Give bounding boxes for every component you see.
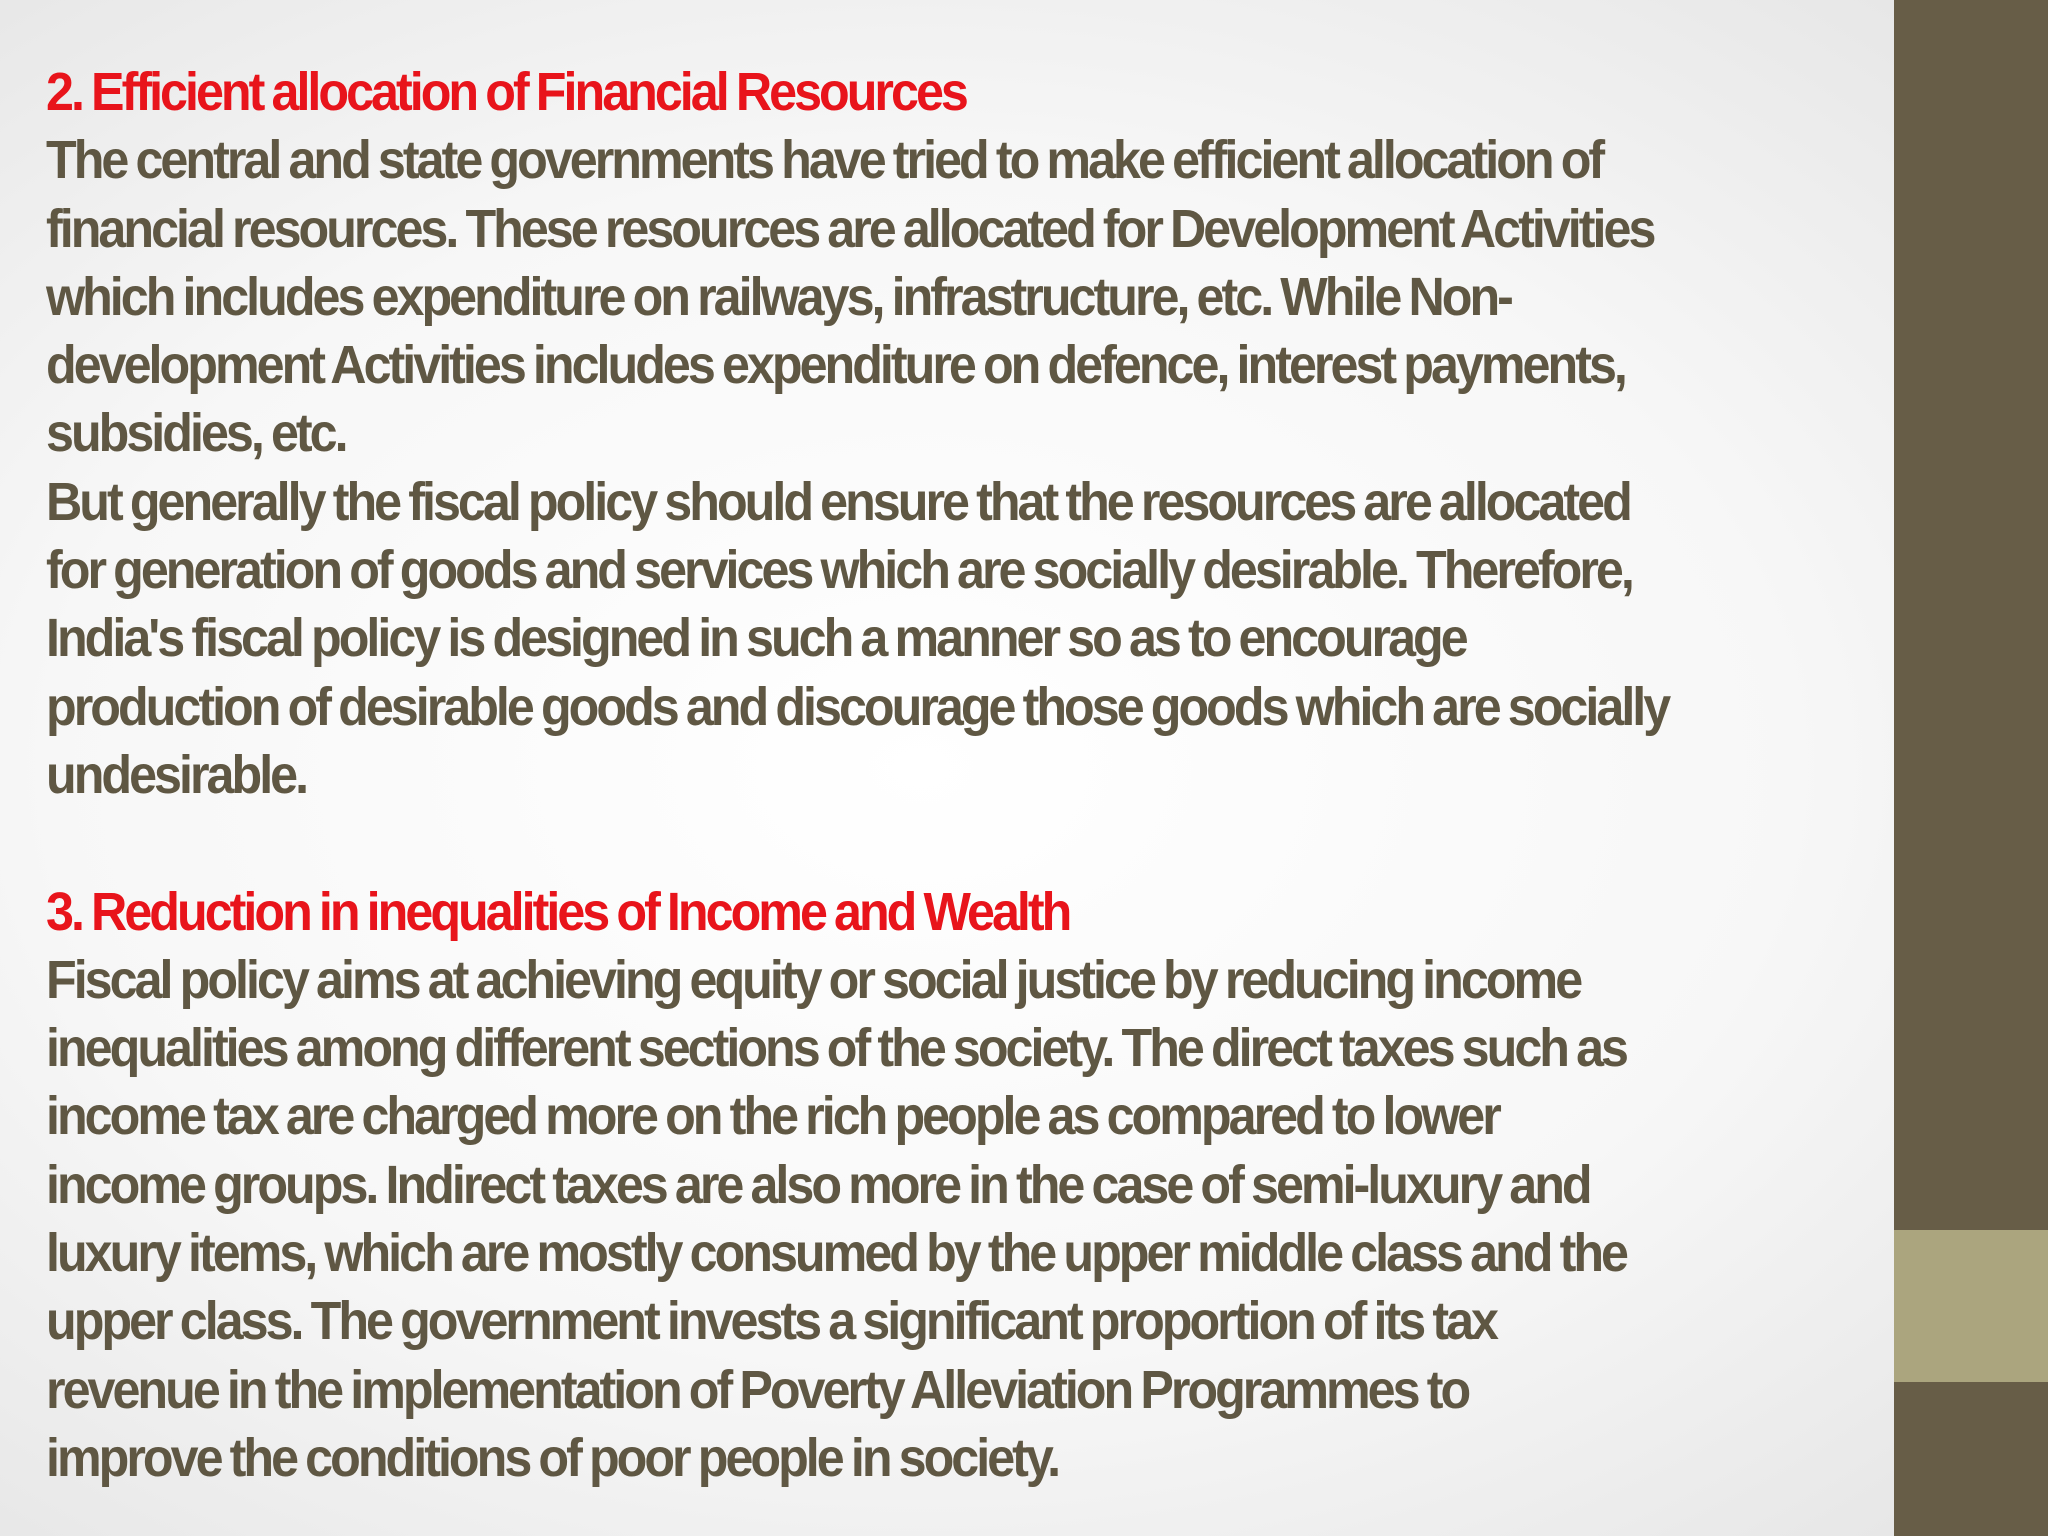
section-2-text-line: India's fiscal policy is designed in such a manner so as to encourage [46,608,1466,669]
section-spacer [46,809,1748,877]
section-2-heading: 2. Efficient allocation of Financial Resources [46,62,966,122]
section-2-text-line: subsidies, etc. [46,403,346,464]
section-3-text-line: Fiscal policy aims at achieving equity or social justice by reducing income [46,949,1581,1010]
slide-content [46,58,1748,1492]
section-2-text-line: development Activities includes expenditure on defence, interest payments, [46,335,1625,396]
decorative-sidebar [1894,0,2048,1536]
section-3-heading: 3. Reduction in inequalities of Income and Wealth [46,881,1070,942]
section-3-text-line: upper class. The government invests a significant proportion of its tax [46,1291,1497,1352]
section-3-text-line: income groups. Indirect taxes are also more in the case of semi-luxury and [46,1154,1590,1215]
section-3-text-line: luxury items, which are mostly consumed by the upper middle class and the [46,1223,1627,1284]
section-3-text-line: revenue in the implementation of Poverty Alleviation Programmes to [46,1359,1469,1420]
section-2-text-line: financial resources. These resources are allocated for Development Activities [46,198,1654,259]
section-2-text-line: But generally the fiscal policy should ensure that the resources are allocated [46,471,1630,532]
section-3-text-line: inequalities among different sections of the society. The direct taxes such as [46,1018,1627,1079]
section-3-text-line: income tax are charged more on the rich people as compared to lower [46,1086,1499,1147]
section-2-text-line: undesirable. [46,744,307,805]
section-2-text-line: production of desirable goods and discourage those goods which are socially [46,676,1669,737]
decorative-sidebar-band [1894,1230,2048,1382]
section-3-text-line: improve the conditions of poor people in society. [46,1427,1059,1488]
section-2-text-line: for generation of goods and services which are socially desirable. Therefore, [46,540,1632,601]
section-2-text-line: which includes expenditure on railways, infrastructure, etc. While Non- [46,266,1511,327]
section-2-text-line: The central and state governments have tried to make efficient allocation of [46,130,1603,191]
